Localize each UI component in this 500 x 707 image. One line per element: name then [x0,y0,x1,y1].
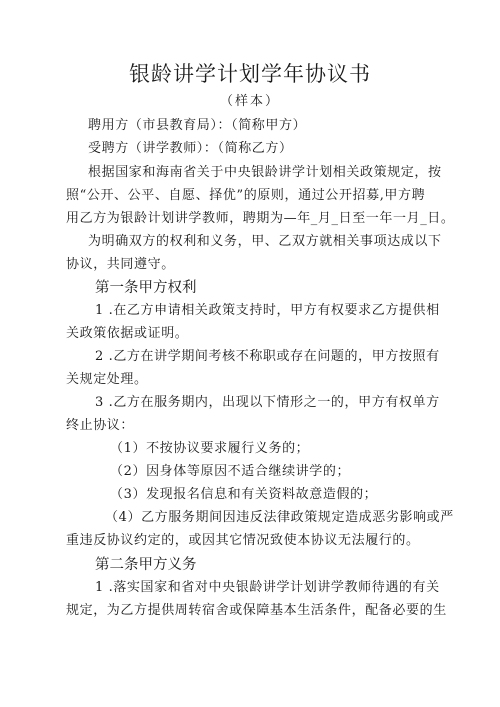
intro-paragraph-line: 用乙方为银龄计划讲学教师，聘期为—年_月_日至一年一月_日。 [66,211,455,226]
clause-line: 2 .乙方在讲学期间考核不称职或存在问题的，甲方按照有 [95,349,440,364]
sub-clause-line: （2）因身体等原因不适合继续讲学的； [110,464,351,479]
party-a-line: 聘用方（市县教育局）：（简称甲方） [88,118,307,133]
clause-line: 终止协议： [66,418,135,433]
sub-clause-line: （1）不按协议要求履行义务的； [110,441,310,456]
clause-line: 1 .落实国家和省对中央银龄讲学计划讲学教师待遇的有关 [95,580,440,595]
document-subtitle: （样本） [219,94,280,109]
clause-line: 关政策依据或证明。 [66,326,189,341]
party-b-line: 受聘方（讲学教师）：（简称乙方） [88,141,293,156]
intro-paragraph-line: 协议，共同遵守。 [66,257,175,272]
section-heading: 第二条甲方义务 [95,557,197,573]
clause-line: 1 .在乙方申请相关政策支持时，甲方有权要求乙方提供相 [95,303,440,318]
sub-clause-line: （4）乙方服务期间因违反法律政策规定造成恶劣影响或严 [105,510,454,525]
intro-paragraph-line: 根据国家和海南省关于中央银龄讲学计划相关政策规定，按 [88,165,442,180]
sub-clause-line: （3）发现报名信息和有关资料故意造假的； [110,487,378,502]
section-heading: 第一条甲方权利 [95,280,197,296]
intro-paragraph-line: 为明确双方的权利和义务，甲、乙双方就相关事项达成以下 [88,234,442,249]
document-title: 银龄讲学计划学年协议书 [129,62,371,86]
clause-line: 关规定处理。 [66,372,148,387]
clause-line: 规定，为乙方提供周转宿舍或保障基本生活条件，配备必要的生 [66,603,447,618]
clause-line: 3 .乙方在服务期内，出现以下情形之一的，甲方有权单方 [95,395,440,410]
sub-clause-line: 重违反协议约定的，或因其它情况致使本协议无法履行的。 [66,533,420,548]
intro-paragraph-line: 照“公开、公平、自愿、择优”的原则，通过公开招募,甲方聘 [66,188,426,203]
